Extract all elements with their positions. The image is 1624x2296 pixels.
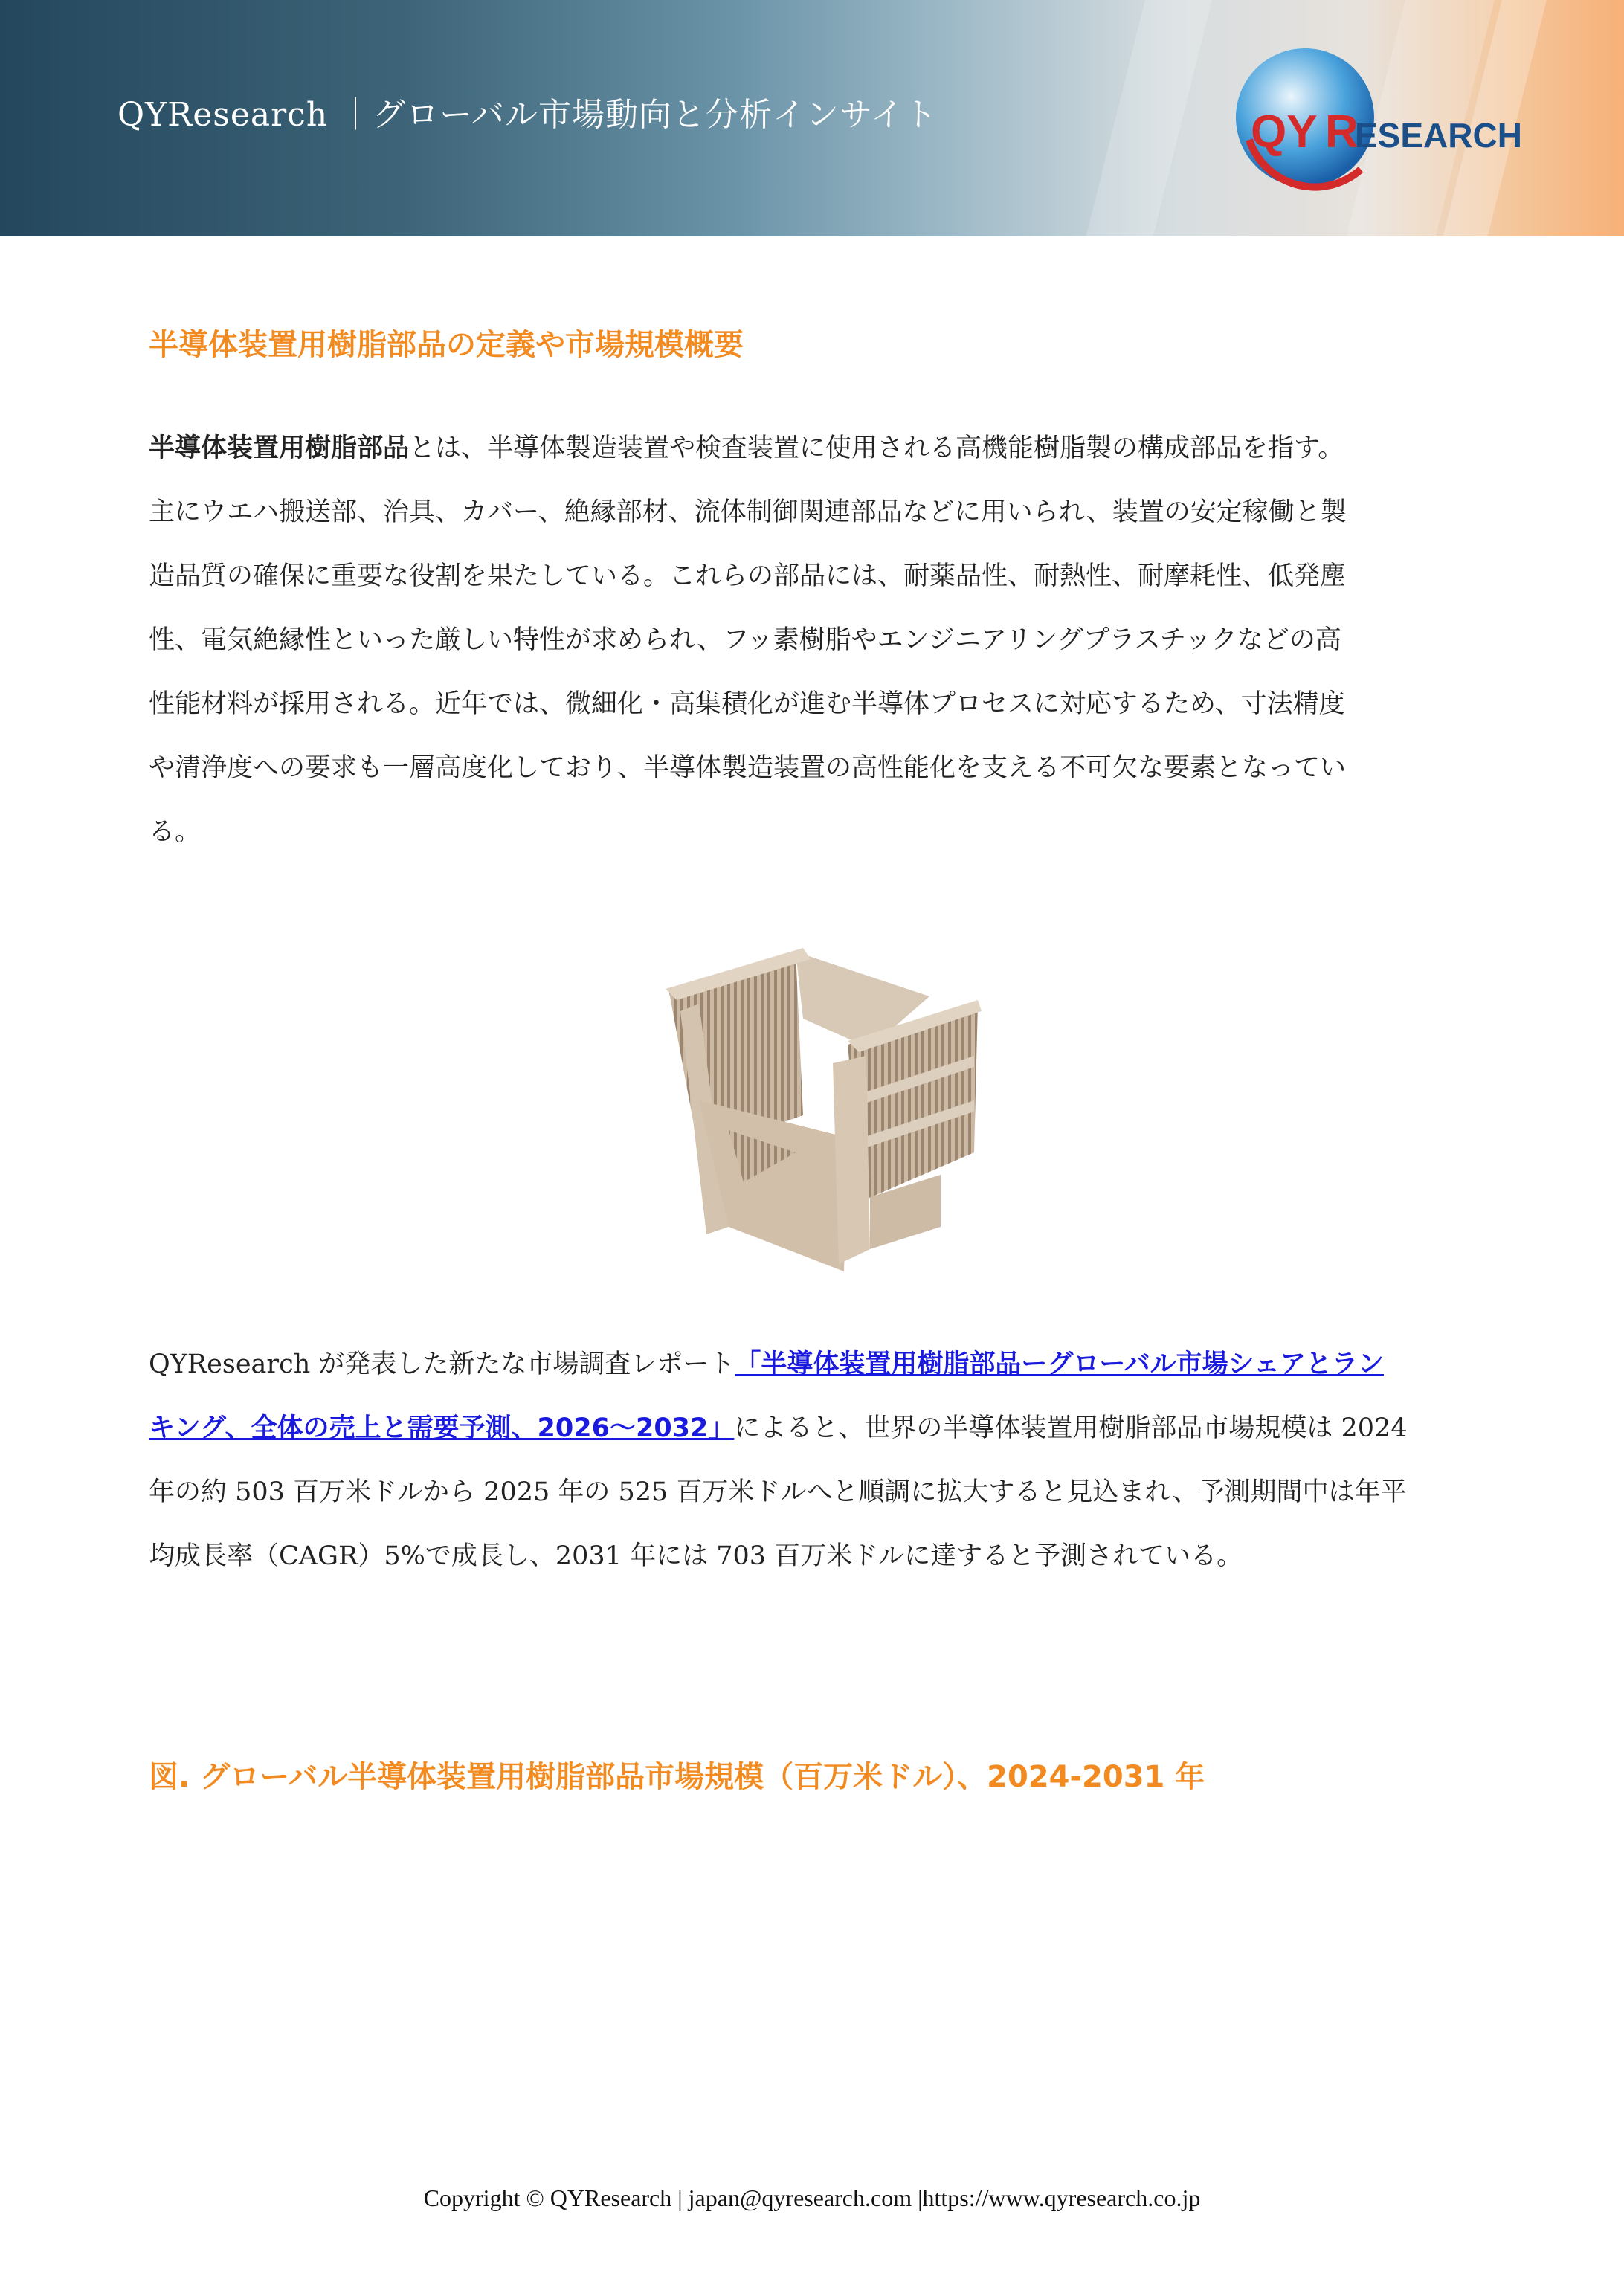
paragraph-line: 造品質の確保に重要な役割を果たしている。これらの部品には、耐薬品性、耐熱性、耐摩耗性、低発塵 [149, 561, 1347, 591]
paragraph-line: 性能材料が採用される。近年では、微細化・高集積化が進む半導体プロセスに対応するため、寸法精度 [149, 689, 1345, 719]
paragraph-line: 年の約 503 百万米ドルから 2025 年の 525 百万米ドルへと順調に拡大すると見込まれ、予測期間中は年平 [149, 1477, 1407, 1507]
line-text: によると、世界の半導体装置用樹脂部品市場規模は 2024 [734, 1413, 1408, 1443]
section-title: 半導体装置用樹脂部品の定義や市場規模概要 [149, 328, 744, 362]
svg-text:R: R [1325, 106, 1359, 158]
qyresearch-logo [1234, 43, 1562, 199]
paragraph-line: 性、電気絶縁性といった厳しい特性が求められ、フッ素樹脂やエンジニアリングプラスチックなどの高 [149, 625, 1341, 655]
intro-text: QYResearch が発表した新たな市場調査レポート [149, 1349, 735, 1379]
definition-paragraph [149, 416, 1480, 864]
page-header [0, 0, 1624, 236]
paragraph-line [149, 1332, 1480, 1396]
report-link[interactable]: 「半導体装置用樹脂部品ーグローバル市場シェアとラン [735, 1349, 1384, 1379]
svg-text:QY: QY [1251, 106, 1318, 158]
svg-text:ESEARCH: ESEARCH [1355, 116, 1522, 155]
paragraph-line: る。 [149, 817, 202, 847]
paragraph-line [149, 416, 1480, 480]
term-bold: 半導体装置用樹脂部品 [149, 433, 410, 463]
figure-title: 図. グローバル半導体装置用樹脂部品市場規模（百万米ドル）、2024-2031 年 [149, 1760, 1205, 1794]
paragraph-line [149, 1396, 1480, 1460]
header-decor [1082, 0, 1216, 236]
report-link-continued[interactable]: キング、全体の売上と需要予測、2026～2032」 [149, 1413, 735, 1443]
paragraph-line: 主にウエハ搬送部、治具、カバー、絶縁部材、流体制御関連部品などに用いられ、装置の安定稼働と製 [149, 497, 1347, 527]
page-footer: Copyright © QYResearch | japan@qyresearch.com |https://www.qyresearch.co.jp [423, 2184, 1201, 2211]
line-text: とは、半導体製造装置や検査装置に使用される高機能樹脂製の構成部品を指す。 [409, 433, 1344, 463]
header-title: QYResearch ｜グローバル市場動向と分析インサイト [117, 96, 938, 134]
market-paragraph [149, 1332, 1480, 1588]
paragraph-line: 均成長率（CAGR）5%で成長し、2031 年には 703 百万米ドルに達すると予測されている。 [149, 1541, 1243, 1571]
product-image-wafer-carrier [647, 929, 996, 1271]
paragraph-line: や清浄度への要求も一層高度化しており、半導体製造装置の高性能化を支える不可欠な要素となってい [149, 753, 1347, 783]
